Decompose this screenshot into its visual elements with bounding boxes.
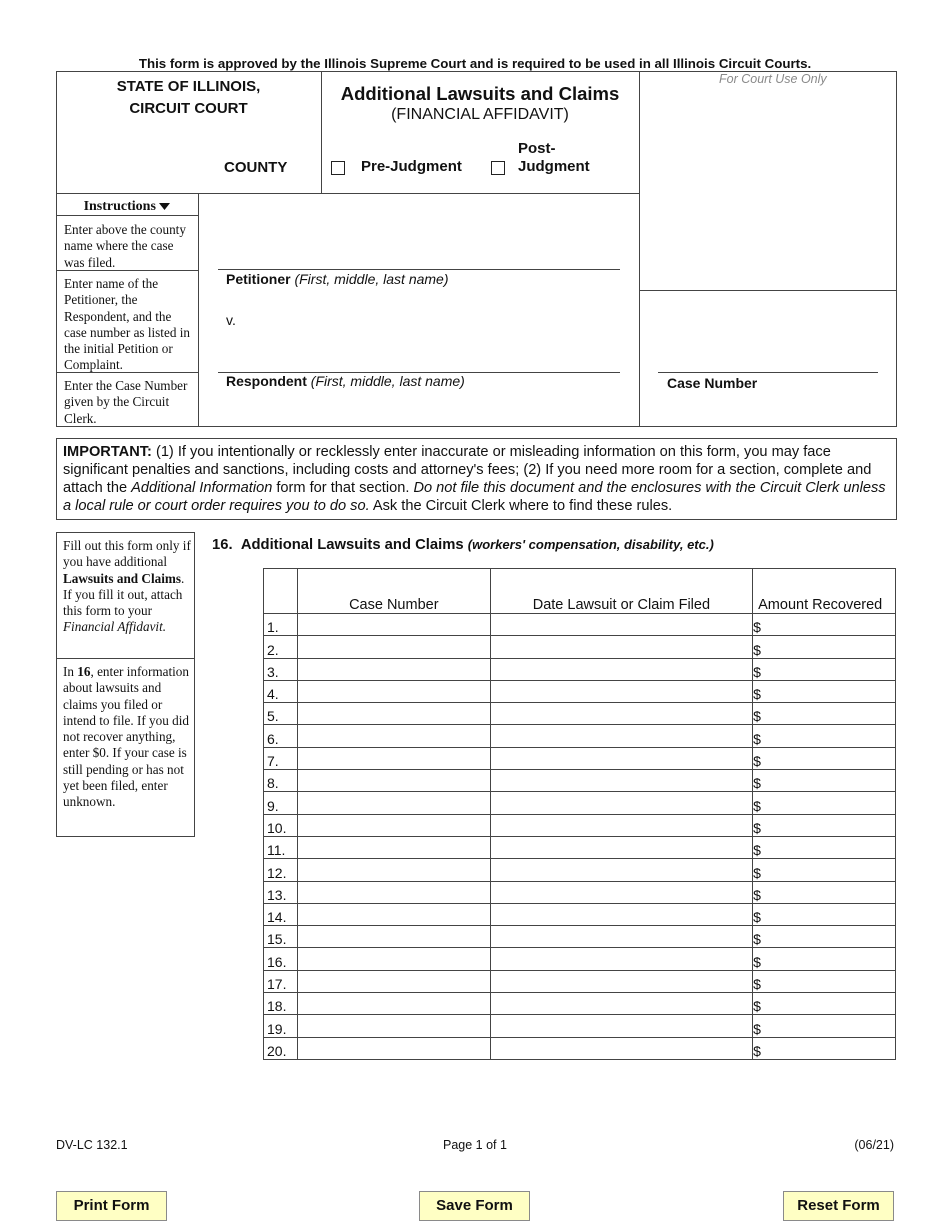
currency-symbol: $: [753, 931, 761, 948]
currency-symbol: $: [753, 730, 761, 747]
table-row: [264, 926, 896, 948]
case-number-cell[interactable]: [297, 1037, 490, 1059]
side-note-section-16: In 16, enter information about lawsuits and claims you filed or intend to file. If you did not recover anything, enter $0. If your case is still pending or has not yet been filed, enter unknown.: [63, 664, 189, 810]
case-number-input[interactable]: [658, 330, 878, 372]
case-number-cell[interactable]: [297, 614, 490, 636]
date-filed-cell[interactable]: [490, 725, 752, 747]
currency-symbol: $: [753, 753, 761, 770]
lawsuits-table: [263, 568, 896, 1060]
table-row: [264, 881, 896, 903]
case-number-cell[interactable]: [297, 792, 490, 814]
table-header-row: [264, 569, 896, 614]
petitioner-input[interactable]: [218, 225, 620, 269]
currency-symbol: $: [753, 775, 761, 792]
page-number: Page 1 of 1: [443, 1138, 507, 1152]
table-row: [264, 770, 896, 792]
row-number: 17.: [264, 970, 298, 992]
row-number: 5.: [264, 703, 298, 725]
row-number: 11.: [264, 836, 298, 858]
date-filed-cell[interactable]: [490, 770, 752, 792]
case-number-cell[interactable]: [297, 970, 490, 992]
table-row: [264, 993, 896, 1015]
currency-symbol: $: [753, 708, 761, 725]
currency-symbol: $: [753, 641, 761, 658]
caret-down-icon: [159, 203, 170, 210]
amount-recovered-cell[interactable]: [753, 614, 896, 636]
table-row: [264, 859, 896, 881]
amount-recovered-cell[interactable]: [753, 658, 896, 680]
reset-form-button[interactable]: Reset Form: [783, 1191, 894, 1221]
row-number: 4.: [264, 680, 298, 702]
currency-symbol: $: [753, 864, 761, 881]
amount-recovered-cell[interactable]: [753, 993, 896, 1015]
county-label: COUNTY: [224, 159, 288, 176]
approval-notice: This form is approved by the Illinois Supreme Court and is required to be used in all Illinois Circuit Courts.: [138, 56, 812, 71]
currency-symbol: $: [753, 953, 761, 970]
date-filed-cell[interactable]: [490, 792, 752, 814]
amount-recovered-cell[interactable]: [753, 859, 896, 881]
important-notice: IMPORTANT: (1) If you intentionally or recklessly enter inaccurate or misleading information on this form, you may face significant penalties and sanctions, including costs and attorney's fees; (2) If you need more room for a section, complete and attach the Additional Information form for that section. Do not file this document and the enclosures with the Circuit Clerk unless a local rule or court order requires you to do so. Ask the Circuit Clerk where to find these rules.: [56, 438, 897, 520]
date-filed-cell[interactable]: [490, 747, 752, 769]
amount-recovered-cell[interactable]: [753, 814, 896, 836]
instruction-county: Enter above the county name where the case was filed.: [64, 222, 186, 270]
amount-recovered-cell[interactable]: [753, 703, 896, 725]
row-number: 1.: [264, 614, 298, 636]
date-filed-cell[interactable]: [490, 636, 752, 658]
row-number: 18.: [264, 993, 298, 1015]
row-number: 19.: [264, 1015, 298, 1037]
revision-date: (06/21): [854, 1138, 894, 1152]
amount-recovered-cell[interactable]: [753, 903, 896, 925]
amount-recovered-cell[interactable]: [753, 747, 896, 769]
date-filed-cell[interactable]: [490, 970, 752, 992]
row-number: 6.: [264, 725, 298, 747]
row-number: 2.: [264, 636, 298, 658]
currency-symbol: $: [753, 797, 761, 814]
row-number: 8.: [264, 770, 298, 792]
respondent-label: Respondent (First, middle, last name): [226, 373, 465, 389]
section-heading: 16. Additional Lawsuits and Claims (workers' compensation, disability, etc.): [212, 537, 714, 553]
instruction-names: Enter name of the Petitioner, the Respondent, and the case number as listed in the initial Petition or Complaint.: [64, 276, 190, 373]
table-row: [264, 836, 896, 858]
case-number-cell[interactable]: [297, 747, 490, 769]
case-number-cell[interactable]: [297, 881, 490, 903]
currency-symbol: $: [753, 976, 761, 993]
column-header-case-number: Case Number: [297, 569, 490, 614]
column-header-date-filed: Date Lawsuit or Claim Filed: [490, 569, 752, 614]
amount-recovered-cell[interactable]: [753, 1015, 896, 1037]
row-number: 10.: [264, 814, 298, 836]
respondent-input[interactable]: [218, 328, 620, 372]
court-line: CIRCUIT COURT: [129, 100, 248, 117]
form-title: Additional Lawsuits and Claims: [340, 83, 620, 104]
table-row: [264, 792, 896, 814]
row-number: 3.: [264, 658, 298, 680]
amount-recovered-cell[interactable]: [753, 1037, 896, 1059]
case-number-cell[interactable]: [297, 993, 490, 1015]
table-row: [264, 948, 896, 970]
case-number-cell[interactable]: [297, 703, 490, 725]
date-filed-cell[interactable]: [490, 926, 752, 948]
table-row: [264, 814, 896, 836]
amount-recovered-cell[interactable]: [753, 948, 896, 970]
case-number-cell[interactable]: [297, 926, 490, 948]
row-number: 16.: [264, 948, 298, 970]
column-header-index: [264, 569, 298, 614]
side-note-fill-out: Fill out this form only if you have additional Lawsuits and Claims. If you fill it out, attach this form to your Financial Affidavit.: [63, 538, 191, 635]
case-number-cell[interactable]: [297, 948, 490, 970]
versus-label: v.: [226, 312, 236, 328]
currency-symbol: $: [753, 663, 761, 680]
table-row: [264, 614, 896, 636]
date-filed-cell[interactable]: [490, 703, 752, 725]
case-number-cell[interactable]: [297, 770, 490, 792]
table-row: [264, 1037, 896, 1059]
post-judgment-label-2: Judgment: [518, 158, 590, 175]
date-filed-cell[interactable]: [490, 680, 752, 702]
date-filed-cell[interactable]: [490, 1015, 752, 1037]
save-form-button[interactable]: Save Form: [419, 1191, 530, 1221]
row-number: 14.: [264, 903, 298, 925]
post-judgment-checkbox[interactable]: [491, 161, 505, 175]
instructions-heading: Instructions: [56, 199, 198, 215]
amount-recovered-cell[interactable]: [753, 680, 896, 702]
instruction-case-number: Enter the Case Number given by the Circuit Clerk.: [64, 378, 188, 426]
table-row: [264, 747, 896, 769]
currency-symbol: $: [753, 1042, 761, 1059]
case-number-cell[interactable]: [297, 680, 490, 702]
pre-judgment-checkbox[interactable]: [331, 161, 345, 175]
date-filed-cell[interactable]: [490, 658, 752, 680]
row-number: 9.: [264, 792, 298, 814]
amount-recovered-cell[interactable]: [753, 636, 896, 658]
row-number: 20.: [264, 1037, 298, 1059]
date-filed-cell[interactable]: [490, 993, 752, 1015]
table-row: [264, 903, 896, 925]
case-number-cell[interactable]: [297, 725, 490, 747]
row-number: 13.: [264, 881, 298, 903]
table-row: [264, 658, 896, 680]
table-row: [264, 680, 896, 702]
currency-symbol: $: [753, 909, 761, 926]
column-header-amount: Amount Recovered: [753, 569, 896, 614]
row-number: 7.: [264, 747, 298, 769]
court-use-label: For Court Use Only: [719, 72, 827, 86]
amount-recovered-cell[interactable]: [753, 881, 896, 903]
case-number-cell[interactable]: [297, 859, 490, 881]
currency-symbol: $: [753, 819, 761, 836]
amount-recovered-cell[interactable]: [753, 926, 896, 948]
county-input[interactable]: [60, 120, 218, 188]
amount-recovered-cell[interactable]: [753, 792, 896, 814]
petitioner-label: Petitioner (First, middle, last name): [226, 271, 449, 287]
table-row: [264, 703, 896, 725]
amount-recovered-cell[interactable]: [753, 970, 896, 992]
state-line: STATE OF ILLINOIS,: [116, 78, 261, 95]
date-filed-cell[interactable]: [490, 836, 752, 858]
row-number: 15.: [264, 926, 298, 948]
row-number: 12.: [264, 859, 298, 881]
case-number-cell[interactable]: [297, 636, 490, 658]
table-row: [264, 725, 896, 747]
currency-symbol: $: [753, 619, 761, 636]
date-filed-cell[interactable]: [490, 814, 752, 836]
currency-symbol: $: [753, 998, 761, 1015]
case-number-cell[interactable]: [297, 814, 490, 836]
date-filed-cell[interactable]: [490, 948, 752, 970]
amount-recovered-cell[interactable]: [753, 725, 896, 747]
pre-judgment-label: Pre-Judgment: [361, 158, 462, 175]
date-filed-cell[interactable]: [490, 903, 752, 925]
table-row: [264, 970, 896, 992]
case-number-label: Case Number: [667, 375, 758, 391]
case-number-cell[interactable]: [297, 1015, 490, 1037]
currency-symbol: $: [753, 1020, 761, 1037]
amount-recovered-cell[interactable]: [753, 770, 896, 792]
currency-symbol: $: [753, 686, 761, 703]
form-subtitle: (FINANCIAL AFFIDAVIT): [391, 106, 569, 123]
date-filed-cell[interactable]: [490, 1037, 752, 1059]
date-filed-cell[interactable]: [490, 859, 752, 881]
amount-recovered-cell[interactable]: [753, 836, 896, 858]
form-id: DV-LC 132.1: [56, 1138, 128, 1152]
date-filed-cell[interactable]: [490, 614, 752, 636]
table-row: [264, 1015, 896, 1037]
case-number-cell[interactable]: [297, 903, 490, 925]
currency-symbol: $: [753, 886, 761, 903]
currency-symbol: $: [753, 842, 761, 859]
post-judgment-label-1: Post-: [518, 140, 556, 157]
print-form-button[interactable]: Print Form: [56, 1191, 167, 1221]
date-filed-cell[interactable]: [490, 881, 752, 903]
case-number-cell[interactable]: [297, 836, 490, 858]
table-row: [264, 636, 896, 658]
case-number-cell[interactable]: [297, 658, 490, 680]
